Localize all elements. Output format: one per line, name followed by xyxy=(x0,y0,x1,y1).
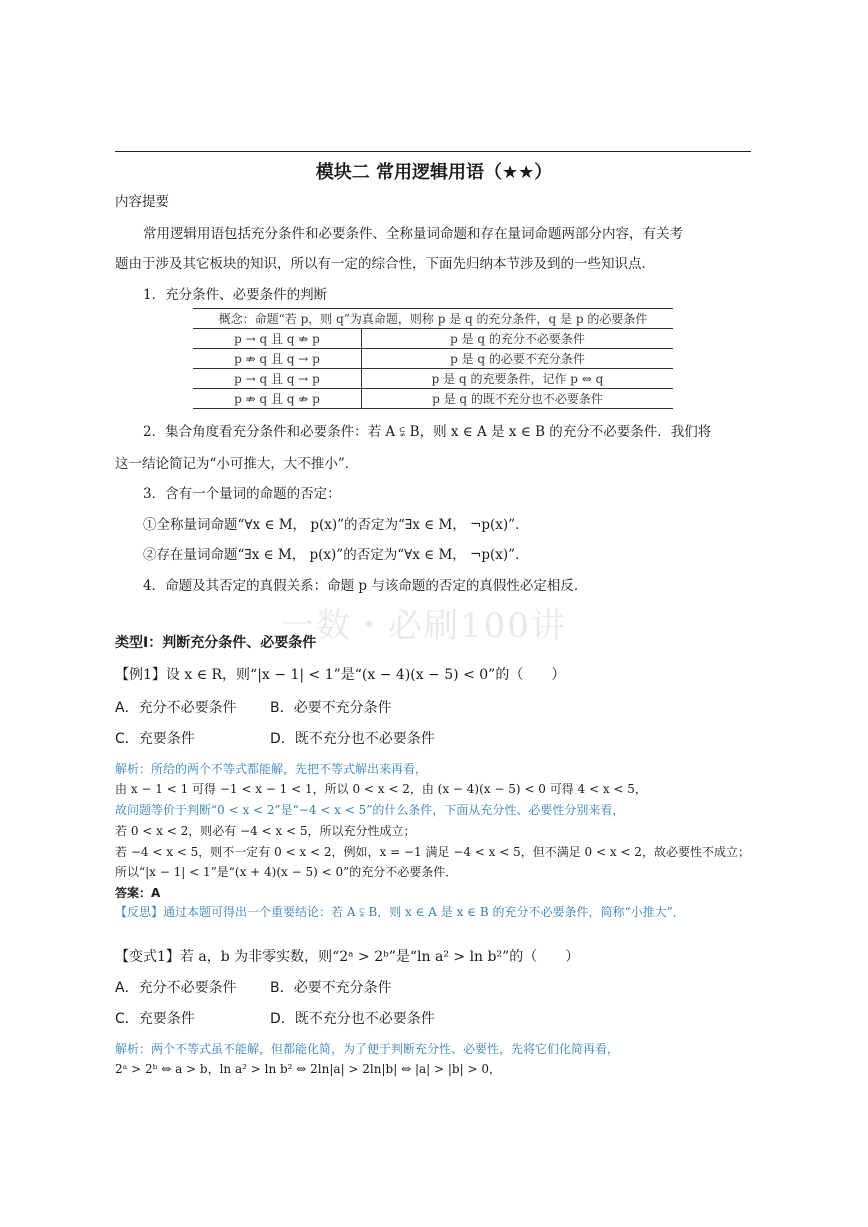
concept-table xyxy=(193,308,673,409)
table-row xyxy=(193,389,673,409)
variant1-option-c: C．充要条件 xyxy=(115,1011,195,1027)
table-cell-conclusion: p 是 q 的既不充分也不必要条件 xyxy=(362,389,674,409)
item3-universal-negation: ①全称量词命题“∀x ∈ M， p(x)”的否定为“∃x ∈ M， ¬p(x)”． xyxy=(143,517,529,533)
table-cell-conclusion: p 是 q 的必要不充分条件 xyxy=(362,349,674,369)
variant1-stem: 【变式1】若 a，b 为非零实数，则“2ᵃ > 2ᵇ”是“ln a² > ln b²”的（ ） xyxy=(115,949,580,965)
table-cell-condition: p → q 且 q ⇏ p xyxy=(193,329,362,349)
example1-option-a: A．充分不必要条件 xyxy=(115,700,237,716)
header-rule xyxy=(115,151,751,152)
item2-line-1: 2．集合角度看充分条件和必要条件：若 A ⫋ B，则 x ∈ A 是 x ∈ B 的充分不必要条件．我们将 xyxy=(143,424,712,440)
item2-line-2: 这一结论简记为“小可推大，大不推小”． xyxy=(115,456,359,472)
table-cell-conclusion: p 是 q 的充要条件，记作 p ⇔ q xyxy=(362,369,674,389)
variant1-option-a: A．充分不必要条件 xyxy=(115,980,237,996)
example1-solution-line-3: 故问题等价于判断“0 < x < 2”是“−4 < x < 5”的什么条件，下面从充分性、必要性分别来看， xyxy=(115,803,625,817)
table-row xyxy=(193,329,673,349)
table-cell-condition: p → q 且 q → p xyxy=(193,369,362,389)
example1-solution-line-2: 由 x − 1 < 1 可得 −1 < x − 1 < 1，所以 0 < x < 2，由 (x − 4)(x − 5) < 0 可得 4 < x < 5， xyxy=(115,782,647,796)
variant1-solution-line-1: 解析：两个不等式虽不能解，但都能化简，为了便于判断充分性、必要性，先将它们化简再看， xyxy=(115,1042,620,1056)
variant1-option-d: D．既不充分也不必要条件 xyxy=(270,1011,435,1027)
intro-paragraph-line-2: 题由于涉及其它板块的知识，所以有一定的综合性，下面先归纳本节涉及到的一些知识点． xyxy=(115,256,655,272)
example1-reflection: 【反思】通过本题可得出一个重要结论：若 A ⫋ B，则 x ∈ A 是 x ∈ B 的充分不必要条件，简称“小推大”． xyxy=(115,905,685,919)
example1-option-d: D．既不充分也不必要条件 xyxy=(270,731,435,747)
variant1-solution-line-2: 2ᵃ > 2ᵇ ⇔ a > b，ln a² > ln b² ⇔ 2ln|a| > 2ln|b| ⇔ |a| > |b| > 0， xyxy=(115,1062,501,1076)
table-cell-condition: p ⇏ q 且 q → p xyxy=(193,349,362,369)
example1-solution-line-1: 解析：所给的两个不等式都能解，先把不等式解出来再看， xyxy=(115,762,428,776)
item3-heading: 3．含有一个量词的命题的否定： xyxy=(143,486,341,502)
concept-table-header: 概念：命题“若 p，则 q”为真命题，则称 p 是 q 的充分条件，q 是 p 的必要条件 xyxy=(193,309,673,329)
intro-paragraph-line-1: 常用逻辑用语包括充分条件和必要条件、全称量词命题和存在量词命题两部分内容，有关考 xyxy=(143,226,683,242)
example1-stem: 【例1】设 x ∈ R，则“|x − 1| < 1”是“(x − 4)(x − 5) < 0”的（ ） xyxy=(115,667,566,683)
module-title: 模块二 常用逻辑用语（★★） xyxy=(315,162,553,183)
example1-solution-line-5: 若 −4 < x < 5，则不一定有 0 < x < 2，例如，x = −1 满足 −4 < x < 5，但不满足 0 < x < 2，故必要性不成立； xyxy=(115,845,750,859)
example1-solution-line-6: 所以“|x − 1| < 1”是“(x + 4)(x − 5) < 0”的充分不必要条件． xyxy=(115,865,458,879)
intro-heading: 内容提要 xyxy=(115,194,169,210)
table-row xyxy=(193,349,673,369)
item1-heading: 1．充分条件、必要条件的判断 xyxy=(143,287,328,303)
example1-option-c: C．充要条件 xyxy=(115,731,195,747)
variant1-option-b: B．必要不充分条件 xyxy=(270,980,392,996)
example1-option-b: B．必要不充分条件 xyxy=(270,700,392,716)
item3-existential-negation: ②存在量词命题“∃x ∈ M， p(x)”的否定为“∀x ∈ M， ¬p(x)”． xyxy=(143,547,529,563)
example1-answer: 答案：A xyxy=(115,886,161,900)
example1-solution-line-4: 若 0 < x < 2，则必有 −4 < x < 5，所以充分性成立； xyxy=(115,824,416,838)
watermark: 一数・必刷100讲 xyxy=(280,606,567,646)
type1-heading: 类型Ⅰ：判断充分条件、必要条件 xyxy=(115,635,317,651)
table-cell-conclusion: p 是 q 的充分不必要条件 xyxy=(362,329,674,349)
table-row xyxy=(193,369,673,389)
table-cell-condition: p ⇏ q 且 q ⇏ p xyxy=(193,389,362,409)
item4-line: 4．命题及其否定的真假关系：命题 p 与该命题的否定的真假性必定相反． xyxy=(143,578,588,594)
